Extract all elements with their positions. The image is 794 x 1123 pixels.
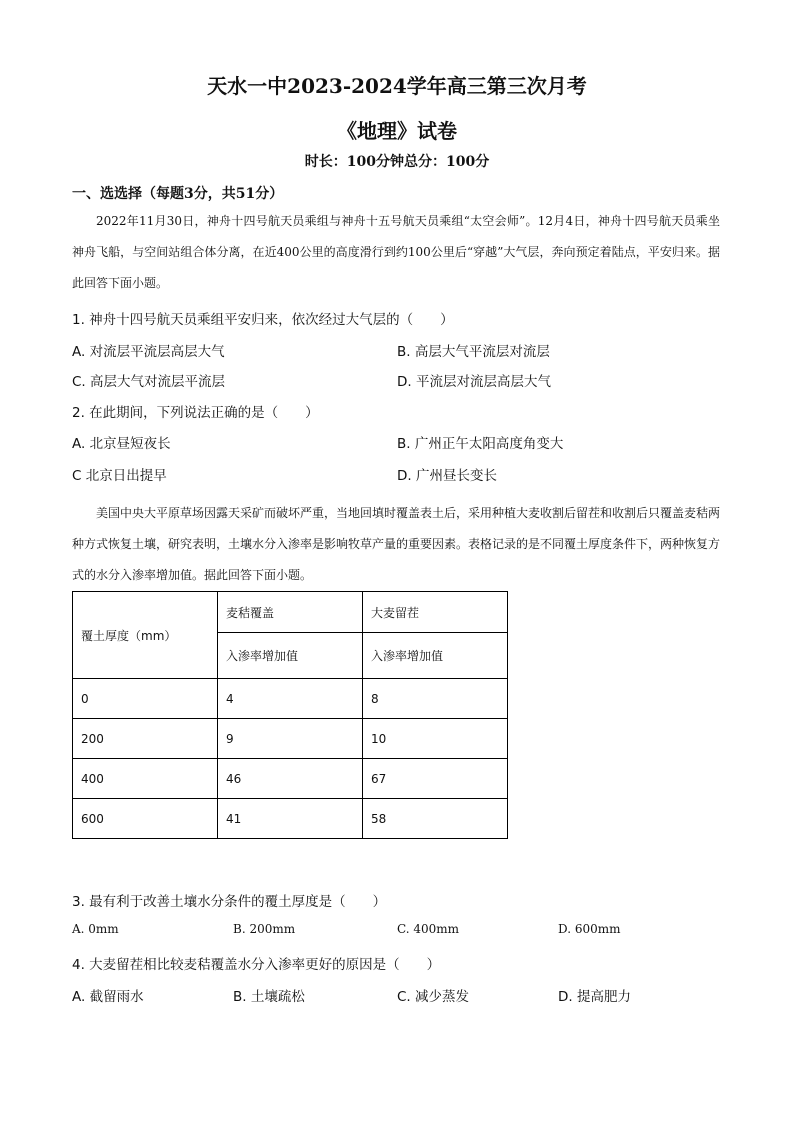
table-cell: 400 [73, 759, 218, 799]
question-1-option-d[interactable]: D. 平流层对流层高层大气 [397, 374, 551, 390]
table-subheader-straw: 入渗率增加值 [218, 633, 363, 679]
question-4-option-c[interactable]: C. 减少蒸发 [397, 989, 470, 1005]
table-cell: 58 [363, 799, 508, 839]
question-4-option-a[interactable]: A. 截留雨水 [72, 989, 144, 1005]
table-cell: 600 [73, 799, 218, 839]
question-4-option-d[interactable]: D. 提高肥力 [558, 989, 631, 1005]
question-3-option-c[interactable]: C. 400mm [397, 922, 460, 936]
infiltration-table [72, 591, 508, 839]
question-2-option-a[interactable]: A. 北京昼短夜长 [72, 436, 171, 452]
table-header-straw: 麦秸覆盖 [218, 592, 363, 633]
question-1-stem: 1. 神舟十四号航天员乘组平安归来，依次经过大气层的（ ） [72, 312, 454, 328]
question-1-option-b[interactable]: B. 高层大气平流层对流层 [397, 344, 550, 360]
page-title: 天水一中2023-2024学年高三第三次月考 [207, 74, 587, 98]
table-cell: 41 [218, 799, 363, 839]
page-subtitle: 《地理》试卷 [337, 119, 457, 143]
table-row [73, 719, 508, 759]
question-3-option-b[interactable]: B. 200mm [233, 922, 296, 936]
table-header-thickness: 覆土厚度（mm） [73, 592, 218, 679]
question-3-option-d[interactable]: D. 600mm [558, 922, 621, 936]
passage-1: 2022年11月30日，神舟十四号航天员乘组与神舟十五号航天员乘组“太空会师”。12月4日，神舟十四号航天员乘坐神舟飞船，与空间站组合体分离，在近400公里的高度滑行到约100公里后“穿越”大气层，奔向预定着陆点，平安归来。据此回答下面小题。 [72, 214, 720, 290]
question-2-stem: 2. 在此期间，下列说法正确的是（ ） [72, 405, 319, 421]
question-2-option-d[interactable]: D. 广州昼长变长 [397, 468, 497, 484]
table-cell: 46 [218, 759, 363, 799]
table-cell: 9 [218, 719, 363, 759]
question-2-option-c[interactable]: C 北京日出提早 [72, 468, 167, 484]
question-3-stem: 3. 最有利于改善土壤水分条件的覆土厚度是（ ） [72, 894, 387, 910]
table-cell: 200 [73, 719, 218, 759]
table-cell: 67 [363, 759, 508, 799]
section-heading: 一、选选择（每题3分，共51分） [72, 186, 284, 202]
question-4-stem: 4. 大麦留茬相比较麦秸覆盖水分入渗率更好的原因是（ ） [72, 957, 441, 973]
table-cell: 10 [363, 719, 508, 759]
question-1-option-c[interactable]: C. 高层大气对流层平流层 [72, 374, 226, 390]
table-cell: 0 [73, 679, 218, 719]
table-row [73, 759, 508, 799]
table-subheader-stubble: 入渗率增加值 [363, 633, 508, 679]
question-2-option-b[interactable]: B. 广州正午太阳高度角变大 [397, 436, 564, 452]
table-cell: 8 [363, 679, 508, 719]
question-3-option-a[interactable]: A. 0mm [72, 922, 119, 936]
table-row [73, 799, 508, 839]
exam-meta: 时长：100分钟总分：100分 [304, 154, 490, 170]
table-header-stubble: 大麦留茬 [363, 592, 508, 633]
table-row [73, 679, 508, 719]
question-1-option-a[interactable]: A. 对流层平流层高层大气 [72, 344, 225, 360]
question-4-option-b[interactable]: B. 土壤疏松 [233, 989, 305, 1005]
passage-2: 美国中央大平原草场因露天采矿而破坏严重，当地回填时覆盖表土后，采用种植大麦收割后留茬和收割后只覆盖麦秸两种方式恢复土壤，研究表明，土壤水分入渗率是影响牧草产量的重要因素。表格记录的是不同覆土厚度条件下，两种恢复方式的水分入渗率增加值。据此回答下面小题。 [72, 506, 721, 582]
table-cell: 4 [218, 679, 363, 719]
